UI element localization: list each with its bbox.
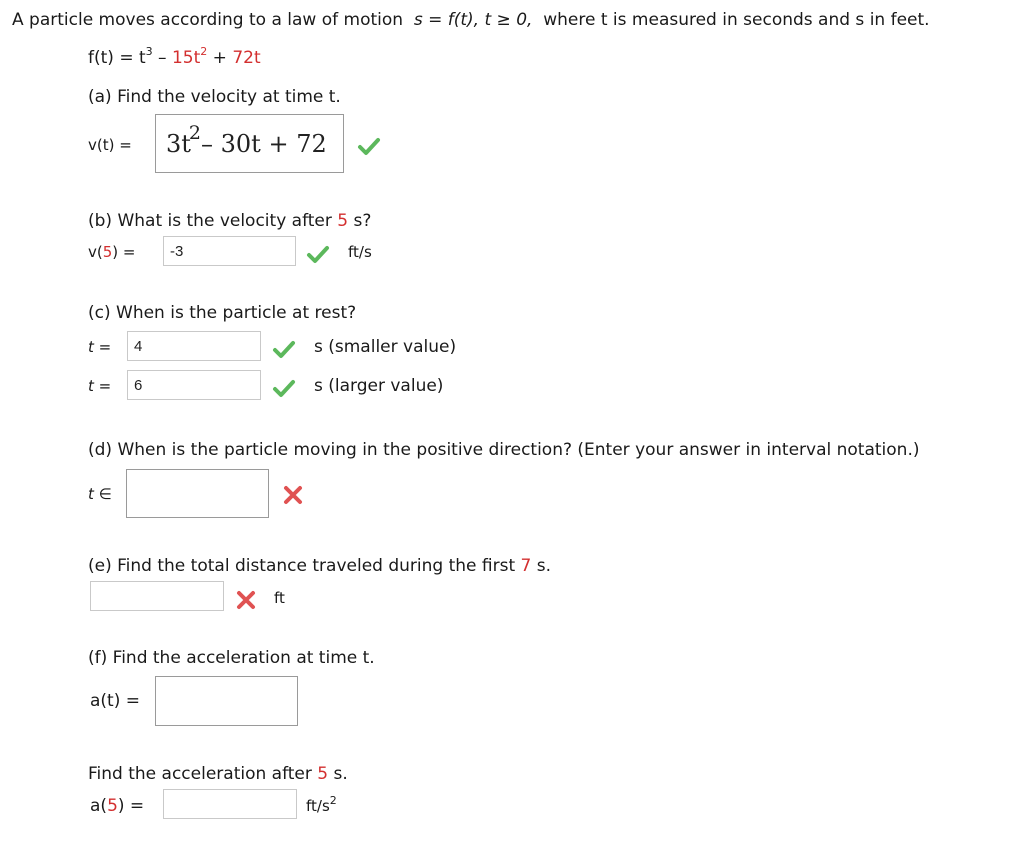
- rest-time-1-unit: s (smaller value): [314, 337, 457, 357]
- rest-time-1-label: t =: [88, 338, 112, 356]
- question-b: (b) What is the velocity after 5 s?: [88, 211, 372, 231]
- velocity-unit: ft/s: [348, 243, 372, 261]
- total-distance-input[interactable]: [90, 581, 224, 611]
- law-of-motion: s = f(t), t ≥ 0,: [413, 10, 533, 30]
- rest-time-2-unit: s (larger value): [314, 376, 444, 396]
- rest-time-larger-input[interactable]: 6: [127, 370, 261, 400]
- velocity-at-5-label: v(5) =: [88, 243, 136, 261]
- velocity-answer-box[interactable]: 3t 2 – 30t + 72: [155, 114, 344, 173]
- incorrect-x-icon: [281, 484, 305, 506]
- question-d: (d) When is the particle moving in the positive direction? (Enter your answer in interval notation.): [88, 440, 920, 460]
- positive-direction-interval-input[interactable]: [126, 469, 269, 518]
- interval-label: t ∈: [88, 485, 112, 503]
- correct-check-icon: [306, 244, 330, 266]
- correct-check-icon: [357, 136, 381, 158]
- question-f: (f) Find the acceleration at time t.: [88, 648, 375, 668]
- correct-check-icon: [272, 339, 296, 361]
- acceleration-label: a(t) =: [90, 691, 140, 711]
- question-g: Find the acceleration after 5 s.: [88, 764, 348, 784]
- acceleration-unit: $ft/s^2$: [306, 794, 337, 815]
- velocity-label: v(t) =: [88, 136, 132, 154]
- question-a: (a) Find the velocity at time t.: [88, 87, 341, 107]
- position-function: $f(t) = t^3 - 15t^2 + 72t$: [88, 45, 261, 68]
- incorrect-x-icon: [234, 589, 258, 611]
- rest-time-2-label: t =: [88, 377, 112, 395]
- question-c: (c) When is the particle at rest?: [88, 303, 357, 323]
- acceleration-at-5-label: a(5) =: [90, 796, 145, 816]
- acceleration-input[interactable]: [155, 676, 298, 726]
- rest-time-smaller-input[interactable]: 4: [127, 331, 261, 361]
- correct-check-icon: [272, 378, 296, 400]
- acceleration-at-5-input[interactable]: [163, 789, 297, 819]
- problem-statement: A particle moves according to a law of motion s = f(t), t ≥ 0, where t is measured in seconds and s in feet.: [12, 10, 930, 30]
- distance-unit: ft: [274, 589, 285, 607]
- question-e: (e) Find the total distance traveled during the first 7 s.: [88, 556, 552, 576]
- velocity-at-5-input[interactable]: -3: [163, 236, 296, 266]
